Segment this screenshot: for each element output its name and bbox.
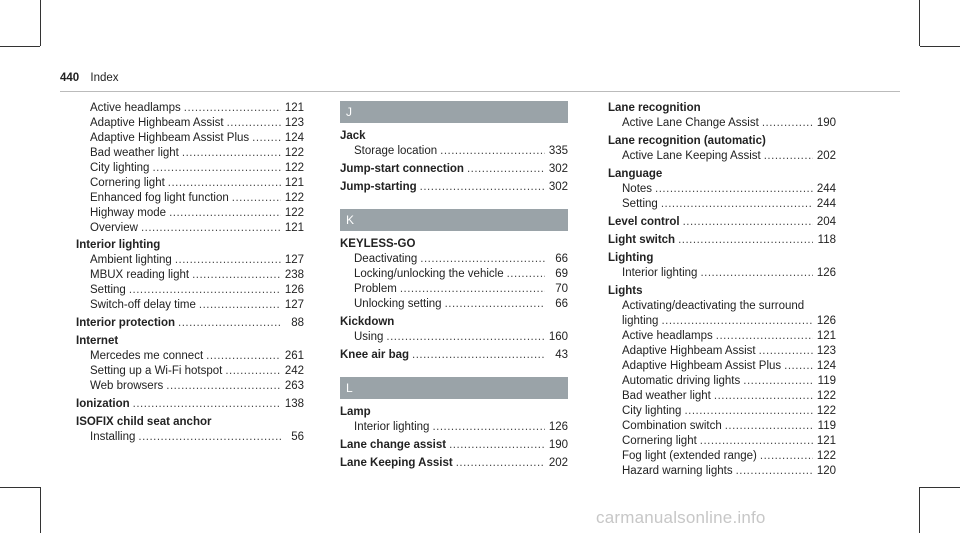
index-entry: Installing ..... 56 (76, 430, 304, 445)
index-column-2 (340, 101, 568, 471)
index-entry: Setting ..... 244 (608, 197, 836, 212)
index-entry: Adaptive Highbeam Assist ..... 123 (608, 344, 836, 359)
index-heading: Jack (340, 130, 366, 142)
index-entry: Setting ..... 126 (76, 283, 304, 298)
index-entry: Problem ..... 70 (340, 282, 568, 297)
index-entry: City lighting ..... 122 (76, 161, 304, 176)
index-entry: Active Lane Keeping Assist ..... 202 (608, 149, 836, 164)
page-number: 440 (60, 72, 80, 84)
page-title: Index (90, 72, 119, 84)
letter-section-bar: K (340, 209, 568, 231)
crop-mark (40, 487, 41, 533)
index-heading: Internet (76, 335, 119, 347)
index-entry: Ambient lighting ..... 127 (76, 253, 304, 268)
index-entry: Overview ..... 121 (76, 221, 304, 236)
index-entry: Combination switch ..... 119 (608, 419, 836, 434)
index-entry: Light switch ..... 118 (608, 233, 836, 248)
index-entry: Enhanced fog light function ..... 122 (76, 191, 304, 206)
index-entry: Adaptive Highbeam Assist Plus ..... 124 (608, 359, 836, 374)
index-entry: Mercedes me connect ..... 261 (76, 349, 304, 364)
index-entry: Jump-starting ..... 302 (340, 180, 568, 195)
index-entry: Bad weather light ..... 122 (76, 146, 304, 161)
index-entry: Active headlamps ..... 121 (76, 101, 304, 116)
index-heading: Language (608, 168, 663, 180)
index-entry: Automatic driving lights ..... 119 (608, 374, 836, 389)
index-entry: lighting ..... 126 (608, 314, 836, 329)
index-entry: Ionization ..... 138 (76, 397, 304, 412)
index-entry: Interior protection ..... 88 (76, 316, 304, 331)
index-entry: Highway mode ..... 122 (76, 206, 304, 221)
index-entry: City lighting ..... 122 (608, 404, 836, 419)
index-heading: Lane recognition (automatic) (608, 135, 766, 147)
index-heading: Interior lighting (76, 239, 161, 251)
index-heading: ISOFIX child seat anchor (76, 416, 212, 428)
index-entry: Lane change assist ..... 190 (340, 438, 568, 453)
index-entry: Notes ..... 244 (608, 182, 836, 197)
index-column-3 (608, 101, 836, 479)
crop-mark (0, 487, 40, 488)
index-entry: Switch-off delay time ..... 127 (76, 298, 304, 313)
letter-section-bar: L (340, 377, 568, 399)
crop-mark (919, 0, 920, 46)
crop-mark (920, 46, 960, 47)
letter-section-bar: J (340, 101, 568, 123)
index-entry: Using ..... 160 (340, 330, 568, 345)
index-heading: Lane recognition (608, 102, 701, 114)
index-entry: Locking/unlocking the vehicle ..... 69 (340, 267, 568, 282)
index-entry: Jump-start connection ..... 302 (340, 162, 568, 177)
index-entry: Fog light (extended range) ..... 122 (608, 449, 836, 464)
index-heading: Kickdown (340, 316, 395, 328)
index-entry: Active headlamps ..... 121 (608, 329, 836, 344)
index-entry: Deactivating ..... 66 (340, 252, 568, 267)
index-entry: Active Lane Change Assist ..... 190 (608, 116, 836, 131)
index-heading: Lighting (608, 252, 654, 264)
crop-mark (920, 487, 960, 488)
index-heading: KEYLESS-GO (340, 238, 416, 250)
index-entry: Hazard warning lights ..... 120 (608, 464, 836, 479)
index-entry: Bad weather light ..... 122 (608, 389, 836, 404)
page-header (60, 72, 119, 84)
index-heading: Lights (608, 285, 643, 297)
index-entry: Interior lighting ..... 126 (608, 266, 836, 281)
crop-mark (0, 46, 40, 47)
crop-mark (40, 0, 41, 46)
index-column-1 (76, 101, 304, 445)
index-entry: Adaptive Highbeam Assist Plus ..... 124 (76, 131, 304, 146)
watermark: carmanualsonline.info (596, 508, 766, 527)
index-entry: Unlocking setting ..... 66 (340, 297, 568, 312)
index-entry: Adaptive Highbeam Assist ..... 123 (76, 116, 304, 131)
index-entry-text: Activating/deactivating the surround (622, 300, 805, 312)
index-entry: Cornering light ..... 121 (608, 434, 836, 449)
index-entry: Lane Keeping Assist ..... 202 (340, 456, 568, 471)
index-entry: Knee air bag ..... 43 (340, 348, 568, 363)
index-entry: Interior lighting ..... 126 (340, 420, 568, 435)
index-entry: Cornering light ..... 121 (76, 176, 304, 191)
crop-mark (919, 487, 920, 533)
index-heading: Lamp (340, 406, 371, 418)
index-entry: Web browsers ..... 263 (76, 379, 304, 394)
index-entry: Setting up a Wi-Fi hotspot ..... 242 (76, 364, 304, 379)
index-entry: MBUX reading light ..... 238 (76, 268, 304, 283)
index-entry: Storage location ..... 335 (340, 144, 568, 159)
header-divider (60, 91, 900, 92)
index-entry: Level control ..... 204 (608, 215, 836, 230)
